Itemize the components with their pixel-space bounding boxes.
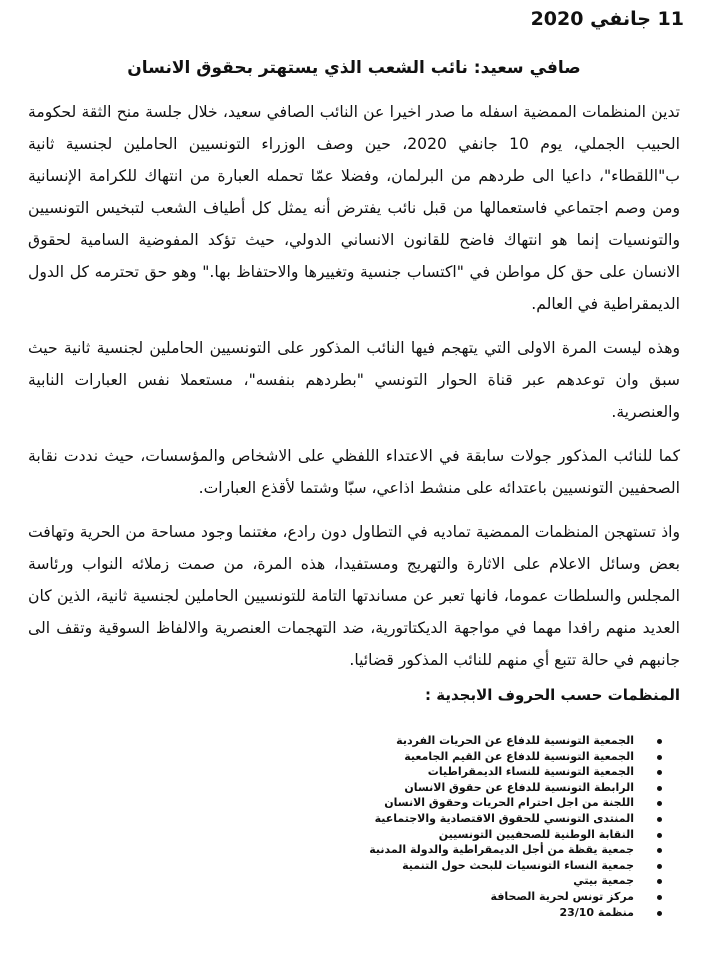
organization-item: الجمعية التونسية للدفاع عن القيم الجامعية bbox=[369, 749, 668, 765]
organizations-heading: المنظمات حسب الحروف الابجدية : bbox=[425, 686, 680, 704]
organization-item: جمعية يقظة من أجل الديمقراطية والدولة المدنية bbox=[369, 842, 668, 858]
statement-body bbox=[28, 96, 680, 688]
organization-item: الجمعية التونسية للنساء الديمقراطيات bbox=[369, 764, 668, 780]
organization-item: منظمة 23/10 bbox=[369, 905, 668, 921]
paragraph: تدين المنظمات الممضية اسفله ما صدر اخيرا عن النائب الصافي سعيد، خلال جلسة منح الثقة لحكومة الحبيب الجملي، يوم 10 جانفي 2020، حين وصف الوزراء التونسيين الحاملين لجنسية ثانية ب"اللقطاء"، داعيا الى طردهم من البرلمان، وفضلا عمّا تحمله العبارة من انتهاك للكرامة الإنسانية ومن وصم اجتماعي فاستعمالها من قبل نائب يفترض أنه يمثل كل أطياف الشعب لتبخيس التونسيين والتونسيات إنما هو انتهاك فاضح للقانون الانساني الدولي، حيث تؤكد المفوضية السامية لحقوق الانسان على حق كل مواطن في "اكتساب جنسية وتغييرها والاحتفاظ بها." وهو حق تحترمه كل الدول الديمقراطية في العالم. bbox=[28, 103, 681, 313]
organization-item: جمعية النساء التونسيات للبحث حول التنمية bbox=[369, 858, 668, 874]
organization-item: النقابة الوطنية للصحفيين التونسيين bbox=[369, 827, 668, 843]
organizations-list bbox=[369, 733, 668, 920]
organization-item: جمعية بيتي bbox=[369, 873, 668, 889]
paragraph: واذ تستهجن المنظمات الممضية تماديه في التطاول دون رادع، مغتنما وجود مساحة من الحرية وتهافت بعض وسائل الاعلام على الاثارة والتهريج ومستفيدا، هذه المرة، من صمت زملائه النواب ورئاسة المجلس والسلطات عموما، فانها تعبر عن مساندتها التامة للتونسيين الحاملين لجنسية ثانية، الذين كان العديد منهم رافدا مهما في مواجهة الديكتاتورية، ضد التهجمات العنصرية والالفاظ السوقية وتقف الى جانبهم في حالة تتبع أي منهم للنائب المذكور قضائيا. bbox=[28, 523, 680, 669]
organization-item: اللجنة من اجل احترام الحريات وحقوق الانسان bbox=[369, 795, 668, 811]
document-date: 11 جانفي 2020 bbox=[530, 8, 684, 30]
organization-item: مركز تونس لحرية الصحافة bbox=[369, 889, 668, 905]
document-title: صافي سعيد: نائب الشعب الذي يستهتر بحقوق الانسان bbox=[127, 58, 581, 78]
organization-item: المنتدى التونسي للحقوق الاقتصادية والاجتماعية bbox=[369, 811, 668, 827]
organization-item: الجمعية التونسية للدفاع عن الحريات الفردية bbox=[369, 733, 668, 749]
paragraph: وهذه ليست المرة الاولى التي يتهجم فيها النائب المذكور على التونسيين الحاملين لجنسية ثانية حيث سبق وان توعدهم عبر قناة الحوار التونسي "بطردهم بنفسه"، مستعملا نفس العبارات النابية والعنصرية. bbox=[28, 339, 680, 421]
paragraph: كما للنائب المذكور جولات سابقة في الاعتداء اللفظي على الاشخاص والمؤسسات، حيث نددت نقابة الصحفيين التونسيين باعتدائه على منشط اذاعي، سبّا وشتما لأقذع العبارات. bbox=[28, 447, 680, 497]
organization-item: الرابطة التونسية للدفاع عن حقوق الانسان bbox=[369, 780, 668, 796]
